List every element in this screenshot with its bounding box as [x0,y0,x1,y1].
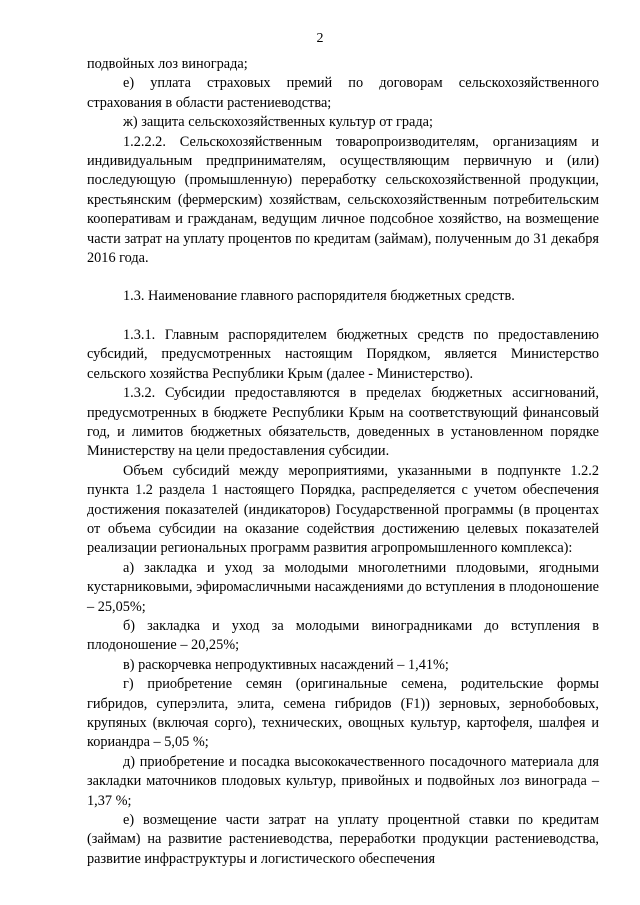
list-item-e-credit: е) возмещение части затрат на уплату процентной ставки по кредитам (займам) на развитие растениеводства, переработки продукции растениеводства, развитие инфраструктуры и логистического обеспечения [87,812,599,867]
section-heading-1-3: 1.3. Наименование главного распорядителя бюджетных средств. [123,288,515,305]
list-item-v: в) раскорчевка непродуктивных насаждений – 1,41%; [123,656,449,673]
list-item-b: б) закладка и уход за молодыми виноградниками до вступления в плодоношение – 20,25%; [87,617,599,654]
list-item-e-insurance: е) уплата страховых премий по договорам сельскохозяйственного страхования в области растениеводства; [87,75,599,111]
paragraph-1-3-1: 1.3.1. Главным распорядителем бюджетных средств по предоставлению субсидий, предусмотренных настоящим Порядком, является Министерство сельского хозяйства Республики Крым (далее - Министерство). [87,326,599,382]
paragraph-subsidy-volume: Объем субсидий между мероприятиями, указанными в подпункте 1.2.2 пункта 1.2 раздела 1 настоящего Порядка, распределяется с учетом обеспечения достижения показателей (индикаторов) Государственной программы (в процентах от объема субсидии на оказание содействия достижению целевых показателей реализации региональных программ развития агропромышленного комплекса): [87,462,599,557]
spacer [87,307,599,326]
list-item-zh-hail: ж) защита сельскохозяйственных культур от града; [123,114,433,131]
list-item-a: а) закладка и уход за молодыми многолетними плодовыми, ягодными кустарниковыми, эфиромасличными насаждениями до вступления в плодоношение – 25,05%; [87,559,599,615]
document-body [87,55,599,869]
paragraph-continuation: подвойных лоз винограда; [87,56,248,72]
paragraph-1-2-2-2: 1.2.2.2. Сельскохозяйственным товаропроизводителям, организациям и индивидуальным предпринимателям, осуществляющим первичную и (или) последующую (промышленную) переработку сельскохозяйственной продукции, крестьянским (фермерским) хозяйствам, сельскохозяйственным потребительским кооперативам и гражданам, ведущим личное подсобное хозяйство, на возмещение части затрат на уплату процентов по кредитам (займам), полученным до 31 декабря 2016 года. [87,133,599,267]
page-number: 2 [316,31,324,46]
spacer [87,268,599,287]
list-item-g: г) приобретение семян (оригинальные семена, родительские формы гибридов, суперэлита, элита, семена гибридов (F1)) зерновых, зернобобовых, крупяных (включая сорго), технических, овощных культур, картофеля, шалфея и кориандра – 5,05 %; [87,676,599,751]
paragraph-1-3-2: 1.3.2. Субсидии предоставляются в пределах бюджетных ассигнований, предусмотренных в бюджете Республики Крым на соответствующий финансовый год, и лимитов бюджетных обязательств, доведенных в установленном порядке Министерству на цели предоставления субсидии. [87,385,599,460]
list-item-d: д) приобретение и посадка высококачественного посадочного материала для закладки маточников плодовых культур, привойных и подвойных лоз винограда – 1,37 %; [87,753,599,809]
